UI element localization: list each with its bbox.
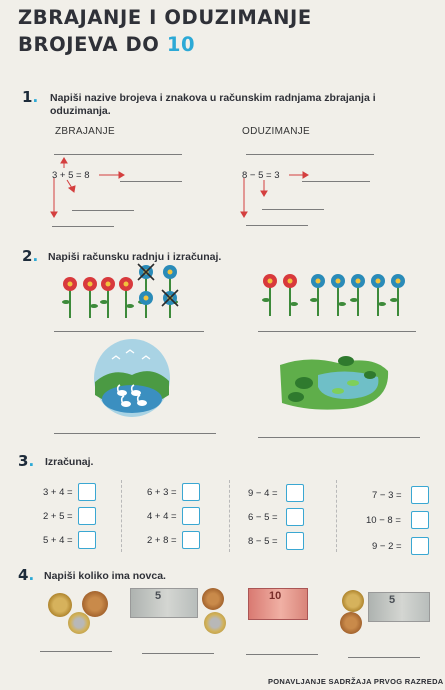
coin (340, 612, 362, 634)
banknote-value: 5 (155, 590, 162, 602)
answer-box[interactable] (286, 532, 304, 550)
answer-box[interactable] (78, 483, 96, 501)
answer-box[interactable] (411, 486, 429, 504)
equation-text: 9 − 2 = (372, 541, 402, 552)
banknote-value: 5 (389, 594, 396, 606)
equation-text: 2 + 5 = (43, 511, 73, 522)
column-divider (121, 480, 122, 552)
column-divider (336, 480, 337, 552)
answer-box[interactable] (182, 483, 200, 501)
subtraction-arrows (234, 155, 384, 235)
answer-line[interactable] (72, 210, 134, 211)
answer-line[interactable] (54, 331, 204, 332)
answer-line[interactable] (258, 437, 420, 438)
page-title-line2 (18, 33, 195, 56)
answer-box[interactable] (286, 508, 304, 526)
addition-heading: ZBRAJANJE (55, 126, 115, 137)
footer-text: PONAVLJANJE SADRŽAJA PRVOG RAZREDA (268, 677, 444, 686)
answer-box[interactable] (78, 507, 96, 525)
answer-box[interactable] (411, 511, 429, 529)
equation-text: 2 + 8 = (147, 535, 177, 546)
task2-number: 2. (22, 247, 39, 265)
answer-line[interactable] (52, 226, 114, 227)
column-divider (229, 480, 230, 552)
equation-text: 4 + 4 = (147, 511, 177, 522)
banknote (130, 588, 198, 618)
subtraction-heading: ODUZIMANJE (242, 126, 310, 137)
equation-text: 10 − 8 = (366, 515, 401, 526)
coin (68, 612, 90, 634)
answer-box[interactable] (411, 537, 429, 555)
answer-line[interactable] (40, 651, 112, 652)
task4-number: 4. (18, 566, 35, 584)
flowers-illustration-left (58, 262, 188, 324)
answer-line[interactable] (54, 433, 216, 434)
coin (202, 588, 224, 610)
equation-text: 5 + 4 = (43, 535, 73, 546)
answer-line[interactable] (302, 181, 370, 182)
task4-instruction: Napiši koliko ima novca. (44, 570, 166, 582)
banknote (248, 588, 308, 620)
banknote-value: 10 (269, 590, 282, 602)
equation-text: 7 − 3 = (372, 490, 402, 501)
answer-box[interactable] (182, 507, 200, 525)
task1-instruction: Napiši nazive brojeva i znakova u računskim radnjama zbrajanja i oduzimanja. (50, 92, 376, 117)
task3-instruction: Izračunaj. (45, 456, 94, 468)
subtraction-expression: 8 − 5 = 3 (242, 170, 280, 181)
equation-text: 6 − 5 = (248, 512, 278, 523)
title-number: 10 (166, 33, 196, 56)
task1-number: 1. (22, 88, 39, 106)
answer-box[interactable] (182, 531, 200, 549)
title-text: BROJEVA DO (18, 33, 167, 56)
banknote (368, 592, 430, 622)
swans-lake-illustration (92, 337, 172, 419)
answer-box[interactable] (286, 484, 304, 502)
coin (204, 612, 226, 634)
equation-text: 8 − 5 = (248, 536, 278, 547)
addition-arrows (44, 155, 194, 235)
task3-number: 3. (18, 452, 35, 470)
task2-instruction: Napiši računsku radnju i izračunaj. (48, 251, 222, 263)
coin (48, 593, 72, 617)
equation-text: 6 + 3 = (147, 487, 177, 498)
page-title-line1: ZBRAJANJE I ODUZIMANJE (18, 6, 312, 29)
equation-text: 9 − 4 = (248, 488, 278, 499)
answer-line[interactable] (262, 209, 324, 210)
answer-line[interactable] (348, 657, 420, 658)
coin (342, 590, 364, 612)
addition-expression: 3 + 5 = 8 (52, 170, 90, 181)
answer-line[interactable] (258, 331, 416, 332)
flowers-illustration-right (260, 268, 410, 320)
answer-line[interactable] (142, 653, 214, 654)
answer-line[interactable] (246, 225, 308, 226)
equation-text: 3 + 4 = (43, 487, 73, 498)
answer-line[interactable] (246, 654, 318, 655)
coin (82, 591, 108, 617)
frogs-pond-illustration (278, 353, 390, 413)
answer-line[interactable] (120, 181, 182, 182)
answer-box[interactable] (78, 531, 96, 549)
